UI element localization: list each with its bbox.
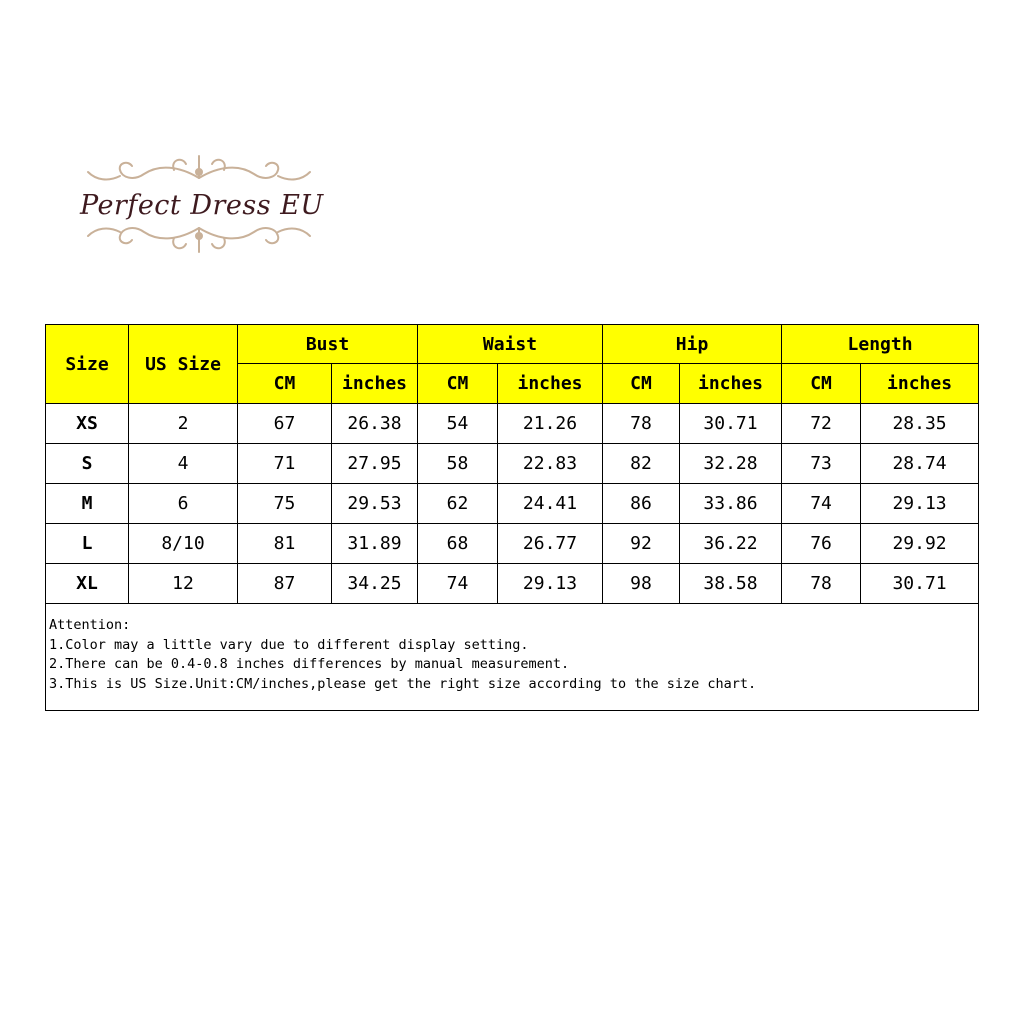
attention-notes bbox=[46, 604, 979, 711]
cell-bust-inches: 34.25 bbox=[332, 564, 418, 604]
unit-waist-inches: inches bbox=[498, 364, 603, 404]
cell-size: S bbox=[46, 444, 129, 484]
cell-bust-cm: 87 bbox=[238, 564, 332, 604]
cell-waist-cm: 58 bbox=[418, 444, 498, 484]
cell-waist-inches: 26.77 bbox=[498, 524, 603, 564]
cell-hip-inches: 38.58 bbox=[680, 564, 782, 604]
unit-hip-inches: inches bbox=[680, 364, 782, 404]
header-hip: Hip bbox=[603, 325, 782, 364]
unit-length-cm: CM bbox=[782, 364, 861, 404]
cell-hip-inches: 36.22 bbox=[680, 524, 782, 564]
header-bust: Bust bbox=[238, 325, 418, 364]
cell-length-cm: 76 bbox=[782, 524, 861, 564]
logo-text: Perfect Dress EU bbox=[80, 190, 324, 221]
cell-us-size: 6 bbox=[129, 484, 238, 524]
cell-bust-inches: 31.89 bbox=[332, 524, 418, 564]
table-row bbox=[46, 404, 979, 444]
cell-hip-cm: 86 bbox=[603, 484, 680, 524]
size-chart-table bbox=[45, 324, 979, 711]
header-waist: Waist bbox=[418, 325, 603, 364]
table-row bbox=[46, 484, 979, 524]
cell-size: XL bbox=[46, 564, 129, 604]
cell-waist-inches: 22.83 bbox=[498, 444, 603, 484]
cell-length-cm: 72 bbox=[782, 404, 861, 444]
cell-us-size: 12 bbox=[129, 564, 238, 604]
note-line: 1.Color may a little vary due to different display setting. bbox=[49, 636, 529, 653]
header-row-groups bbox=[46, 325, 979, 364]
cell-waist-cm: 62 bbox=[418, 484, 498, 524]
brand-logo bbox=[74, 148, 324, 260]
unit-hip-cm: CM bbox=[603, 364, 680, 404]
cell-bust-inches: 26.38 bbox=[332, 404, 418, 444]
cell-bust-cm: 67 bbox=[238, 404, 332, 444]
header-size: Size bbox=[46, 325, 129, 404]
cell-waist-cm: 74 bbox=[418, 564, 498, 604]
cell-bust-cm: 71 bbox=[238, 444, 332, 484]
table-row bbox=[46, 564, 979, 604]
cell-us-size: 2 bbox=[129, 404, 238, 444]
cell-length-inches: 30.71 bbox=[861, 564, 979, 604]
unit-bust-inches: inches bbox=[332, 364, 418, 404]
unit-waist-cm: CM bbox=[418, 364, 498, 404]
unit-bust-cm: CM bbox=[238, 364, 332, 404]
note-line: 3.This is US Size.Unit:CM/inches,please get the right size according to the size chart. bbox=[49, 675, 757, 692]
cell-length-inches: 28.74 bbox=[861, 444, 979, 484]
cell-us-size: 8/10 bbox=[129, 524, 238, 564]
table-row bbox=[46, 444, 979, 484]
cell-waist-inches: 24.41 bbox=[498, 484, 603, 524]
cell-size: XS bbox=[46, 404, 129, 444]
cell-hip-inches: 32.28 bbox=[680, 444, 782, 484]
cell-length-cm: 78 bbox=[782, 564, 861, 604]
cell-hip-cm: 98 bbox=[603, 564, 680, 604]
note-line: 2.There can be 0.4-0.8 inches differences by manual measurement. bbox=[49, 656, 570, 672]
cell-hip-inches: 30.71 bbox=[680, 404, 782, 444]
cell-us-size: 4 bbox=[129, 444, 238, 484]
notes-title: Attention: bbox=[49, 617, 131, 633]
cell-waist-inches: 29.13 bbox=[498, 564, 603, 604]
notes-row bbox=[46, 604, 979, 711]
cell-bust-cm: 75 bbox=[238, 484, 332, 524]
cell-bust-inches: 27.95 bbox=[332, 444, 418, 484]
cell-bust-cm: 81 bbox=[238, 524, 332, 564]
cell-hip-cm: 92 bbox=[603, 524, 680, 564]
header-us-size: US Size bbox=[129, 325, 238, 404]
cell-hip-inches: 33.86 bbox=[680, 484, 782, 524]
cell-length-inches: 29.92 bbox=[861, 524, 979, 564]
cell-length-cm: 73 bbox=[782, 444, 861, 484]
cell-hip-cm: 78 bbox=[603, 404, 680, 444]
cell-length-inches: 29.13 bbox=[861, 484, 979, 524]
table-row bbox=[46, 524, 979, 564]
cell-length-inches: 28.35 bbox=[861, 404, 979, 444]
cell-size: M bbox=[46, 484, 129, 524]
cell-hip-cm: 82 bbox=[603, 444, 680, 484]
cell-bust-inches: 29.53 bbox=[332, 484, 418, 524]
cell-length-cm: 74 bbox=[782, 484, 861, 524]
cell-waist-inches: 21.26 bbox=[498, 404, 603, 444]
cell-size: L bbox=[46, 524, 129, 564]
unit-length-inches: inches bbox=[861, 364, 979, 404]
cell-waist-cm: 68 bbox=[418, 524, 498, 564]
header-length: Length bbox=[782, 325, 979, 364]
cell-waist-cm: 54 bbox=[418, 404, 498, 444]
